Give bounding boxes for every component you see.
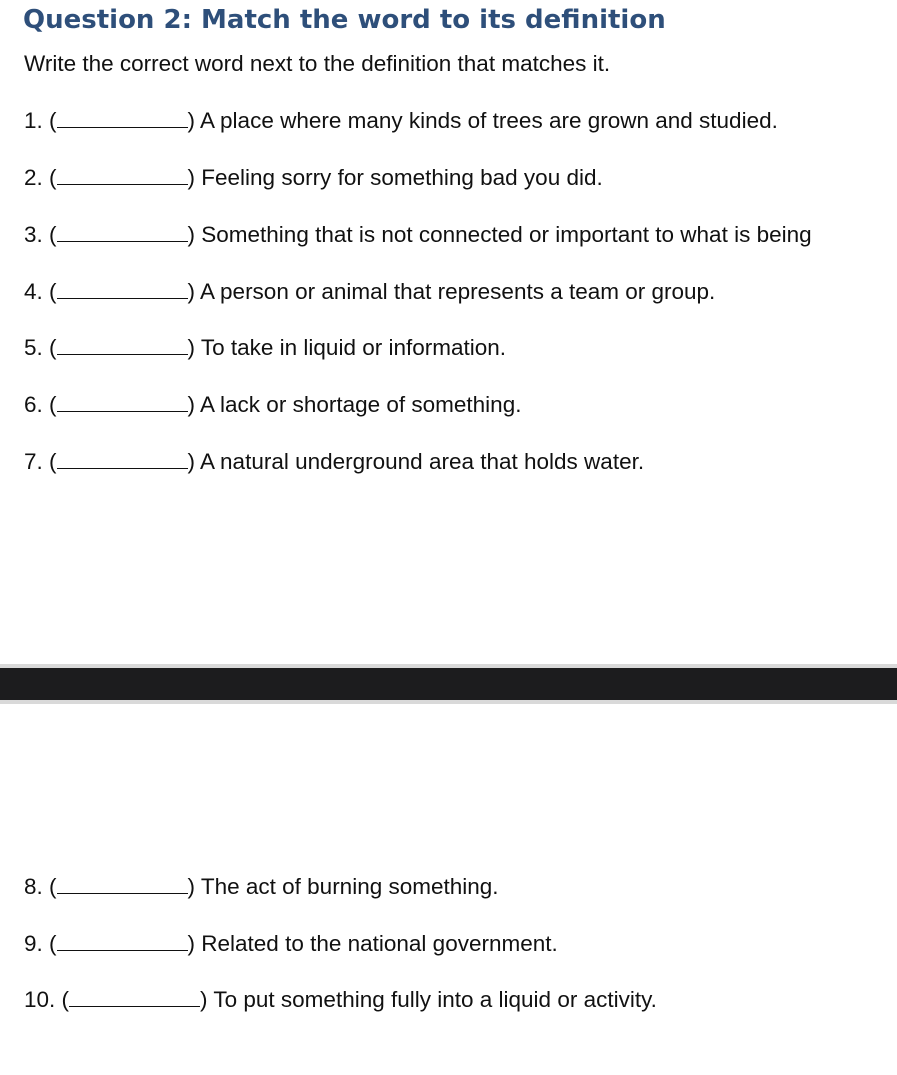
definition-item-5	[24, 334, 506, 361]
definition-item-9	[24, 930, 558, 957]
item-close: )	[187, 108, 196, 133]
answer-blank[interactable]	[57, 164, 188, 185]
item-number: 1. (	[24, 108, 57, 133]
answer-blank[interactable]	[57, 391, 188, 412]
item-number: 9. (	[24, 931, 57, 956]
page-two	[0, 704, 897, 1075]
item-number: 5. (	[24, 335, 57, 360]
definition-item-3	[24, 221, 812, 248]
definition-item-6	[24, 391, 521, 418]
item-close: )	[187, 165, 196, 190]
question-heading: Question 2: Match the word to its definition	[23, 5, 666, 35]
item-number: 7. (	[24, 449, 57, 474]
definition-text: A person or animal that represents a team or group.	[195, 279, 716, 304]
item-close: )	[187, 874, 196, 899]
answer-blank[interactable]	[57, 448, 188, 469]
item-close: )	[187, 335, 196, 360]
definition-item-8	[24, 873, 499, 900]
definition-text: A lack or shortage of something.	[195, 392, 522, 417]
answer-blank[interactable]	[57, 278, 188, 299]
item-close: )	[187, 449, 196, 474]
answer-blank[interactable]	[57, 107, 188, 128]
definition-text: The act of burning something.	[195, 874, 499, 899]
page-edge	[0, 664, 897, 668]
definition-text: A natural underground area that holds water.	[195, 449, 645, 474]
page-separator	[0, 664, 897, 704]
item-number: 10. (	[24, 987, 70, 1012]
instruction-text: Write the correct word next to the definition that matches it.	[24, 51, 611, 76]
item-number: 2. (	[24, 165, 57, 190]
item-number: 8. (	[24, 874, 57, 899]
answer-blank[interactable]	[57, 221, 188, 242]
definition-item-7	[24, 448, 644, 475]
definition-item-2	[24, 164, 603, 191]
answer-blank[interactable]	[57, 873, 188, 894]
answer-blank[interactable]	[57, 930, 188, 951]
item-close: )	[187, 279, 196, 304]
item-close: )	[187, 222, 196, 247]
definition-text: Related to the national government.	[195, 931, 558, 956]
definition-text: To put something fully into a liquid or activity.	[207, 987, 657, 1012]
item-close: )	[187, 931, 196, 956]
definition-item-1	[24, 107, 778, 134]
answer-blank[interactable]	[57, 334, 188, 355]
definition-text: Feeling sorry for something bad you did.	[195, 165, 603, 190]
definition-item-10	[24, 986, 657, 1013]
item-close: )	[187, 392, 196, 417]
answer-blank[interactable]	[69, 986, 200, 1007]
item-close: )	[200, 987, 208, 1012]
item-number: 3. (	[24, 222, 57, 247]
definition-text: Something that is not connected or important to what is being	[195, 222, 812, 247]
item-number: 6. (	[24, 392, 57, 417]
definition-text: To take in liquid or information.	[195, 335, 507, 360]
item-number: 4. (	[24, 279, 57, 304]
definition-item-4	[24, 278, 715, 305]
definition-text: A place where many kinds of trees are grown and studied.	[195, 108, 778, 133]
